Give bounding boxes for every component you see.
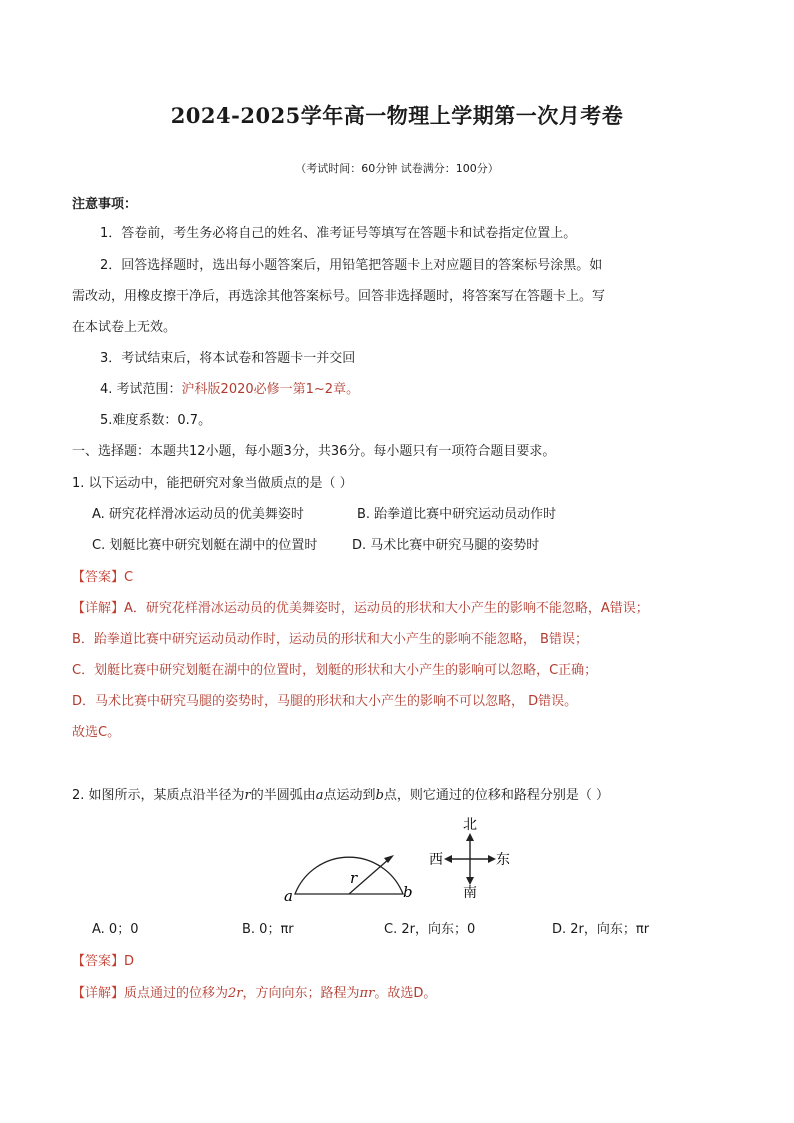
q1-detail-b: B．跆拳道比赛中研究运动员动作时，运动员的形状和大小产生的影响不能忽略， B错误； — [72, 632, 588, 647]
exam-info: （考试时间：60分钟 试卷满分：100分） — [295, 162, 499, 175]
q1-option-a: A. 研究花样滑冰运动员的优美舞姿时 — [92, 507, 304, 522]
answer-value: C — [124, 570, 134, 585]
compass-south: 南 — [463, 885, 477, 901]
answer-tag: 【答案】 — [72, 954, 125, 969]
answer-value: D — [124, 954, 135, 969]
var-a: a — [315, 788, 324, 803]
q1-detail-c: C．划艇比赛中研究划艇在湖中的位置时，划艇的形状和大小产生的影响可以忽略，C正确； — [72, 663, 598, 678]
notice-item-2-cont: 需改动，用橡皮擦干净后，再选涂其他答案标号。回答非选择题时，将答案写在答题卡上。写 — [72, 289, 606, 304]
displacement-value: 2r — [228, 986, 243, 1001]
point-b-label: b — [403, 883, 413, 901]
detail-tag: 【详解】 — [72, 986, 125, 1001]
exam-scope: 沪科版2020必修一第1~2章。 — [181, 382, 360, 397]
notice-item-4-prefix: 4. 考试范围： — [100, 382, 182, 397]
notice-item-3: 3．考试结束后，将本试卷和答题卡一并交回 — [100, 351, 356, 366]
q2-option-d: D. 2r，向东；πr — [552, 922, 650, 937]
detail-tag: 【详解】 — [72, 601, 125, 616]
notice-item-4 — [100, 378, 359, 397]
radius-label: r — [350, 869, 358, 887]
q2-answer — [72, 950, 134, 969]
point-a-label: a — [284, 887, 293, 905]
notice-item-1: 1．答卷前，考生务必将自己的姓名、准考证号等填写在答题卡和试卷指定位置上。 — [100, 226, 577, 241]
notice-item-2-end: 在本试卷上无效。 — [72, 320, 177, 335]
q1-option-d: D. 马术比赛中研究马腿的姿势时 — [352, 538, 540, 553]
path-value: πr — [359, 986, 375, 1001]
question-2-stem — [72, 784, 609, 803]
stem-part: 2. 如图所示，某质点沿半径为 — [72, 788, 245, 803]
compass-west: 西 — [429, 852, 443, 868]
section-heading: 一、选择题：本题共12小题，每小题3分，共36分。每小题只有一项符合题目要求。 — [72, 444, 556, 459]
notice-heading: 注意事项： — [72, 197, 138, 212]
q1-detail-d: D．马术比赛中研究马腿的姿势时，马腿的形状和大小产生的影响不可以忽略， D错误。 — [72, 694, 578, 709]
q2-option-b: B. 0；πr — [242, 922, 294, 937]
q1-option-c: C. 划艇比赛中研究划艇在湖中的位置时 — [92, 538, 318, 553]
compass-south-arrow-icon — [466, 877, 474, 885]
var-b: b — [375, 788, 384, 803]
q2-option-a: A. 0；0 — [92, 922, 139, 937]
semicircle-figure — [270, 815, 530, 910]
detail-text: A．研究花样滑冰运动员的优美舞姿时，运动员的形状和大小产生的影响不能忽略，A错误； — [124, 601, 649, 616]
var-r: r — [244, 788, 251, 803]
detail-part: ，方向向东；路程为 — [242, 986, 360, 1001]
compass-east-arrow-icon — [488, 855, 496, 863]
q1-conclusion: 故选C。 — [72, 725, 121, 740]
notice-item-5: 5.难度系数：0.7。 — [100, 413, 212, 428]
q2-detail — [72, 982, 436, 1001]
detail-part: 质点通过的位移为 — [124, 986, 229, 1001]
answer-tag: 【答案】 — [72, 570, 125, 585]
stem-part: 点，则它通过的位移和路程分别是（ ） — [383, 788, 610, 803]
stem-part: 点运动到 — [323, 788, 376, 803]
q1-detail-a — [72, 597, 649, 616]
q1-answer — [72, 566, 133, 585]
notice-item-2: 2．回答选择题时，选出每小题答案后，用铅笔把答题卡上对应题目的答案标号涂黑。如 — [100, 258, 603, 273]
compass-west-arrow-icon — [444, 855, 452, 863]
page-title: 2024-2025学年高一物理上学期第一次月考卷 — [170, 103, 624, 128]
detail-part: 。故选D。 — [374, 986, 437, 1001]
compass-north-arrow-icon — [466, 833, 474, 841]
q2-option-c: C. 2r，向东；0 — [384, 922, 476, 937]
semicircle-arc — [295, 857, 403, 894]
stem-part: 的半圆弧由 — [250, 788, 316, 803]
compass-east: 东 — [496, 852, 510, 868]
q1-option-b: B. 跆拳道比赛中研究运动员动作时 — [357, 507, 557, 522]
question-1-stem: 1. 以下运动中，能把研究对象当做质点的是（ ） — [72, 476, 353, 491]
compass-north: 北 — [463, 817, 477, 833]
